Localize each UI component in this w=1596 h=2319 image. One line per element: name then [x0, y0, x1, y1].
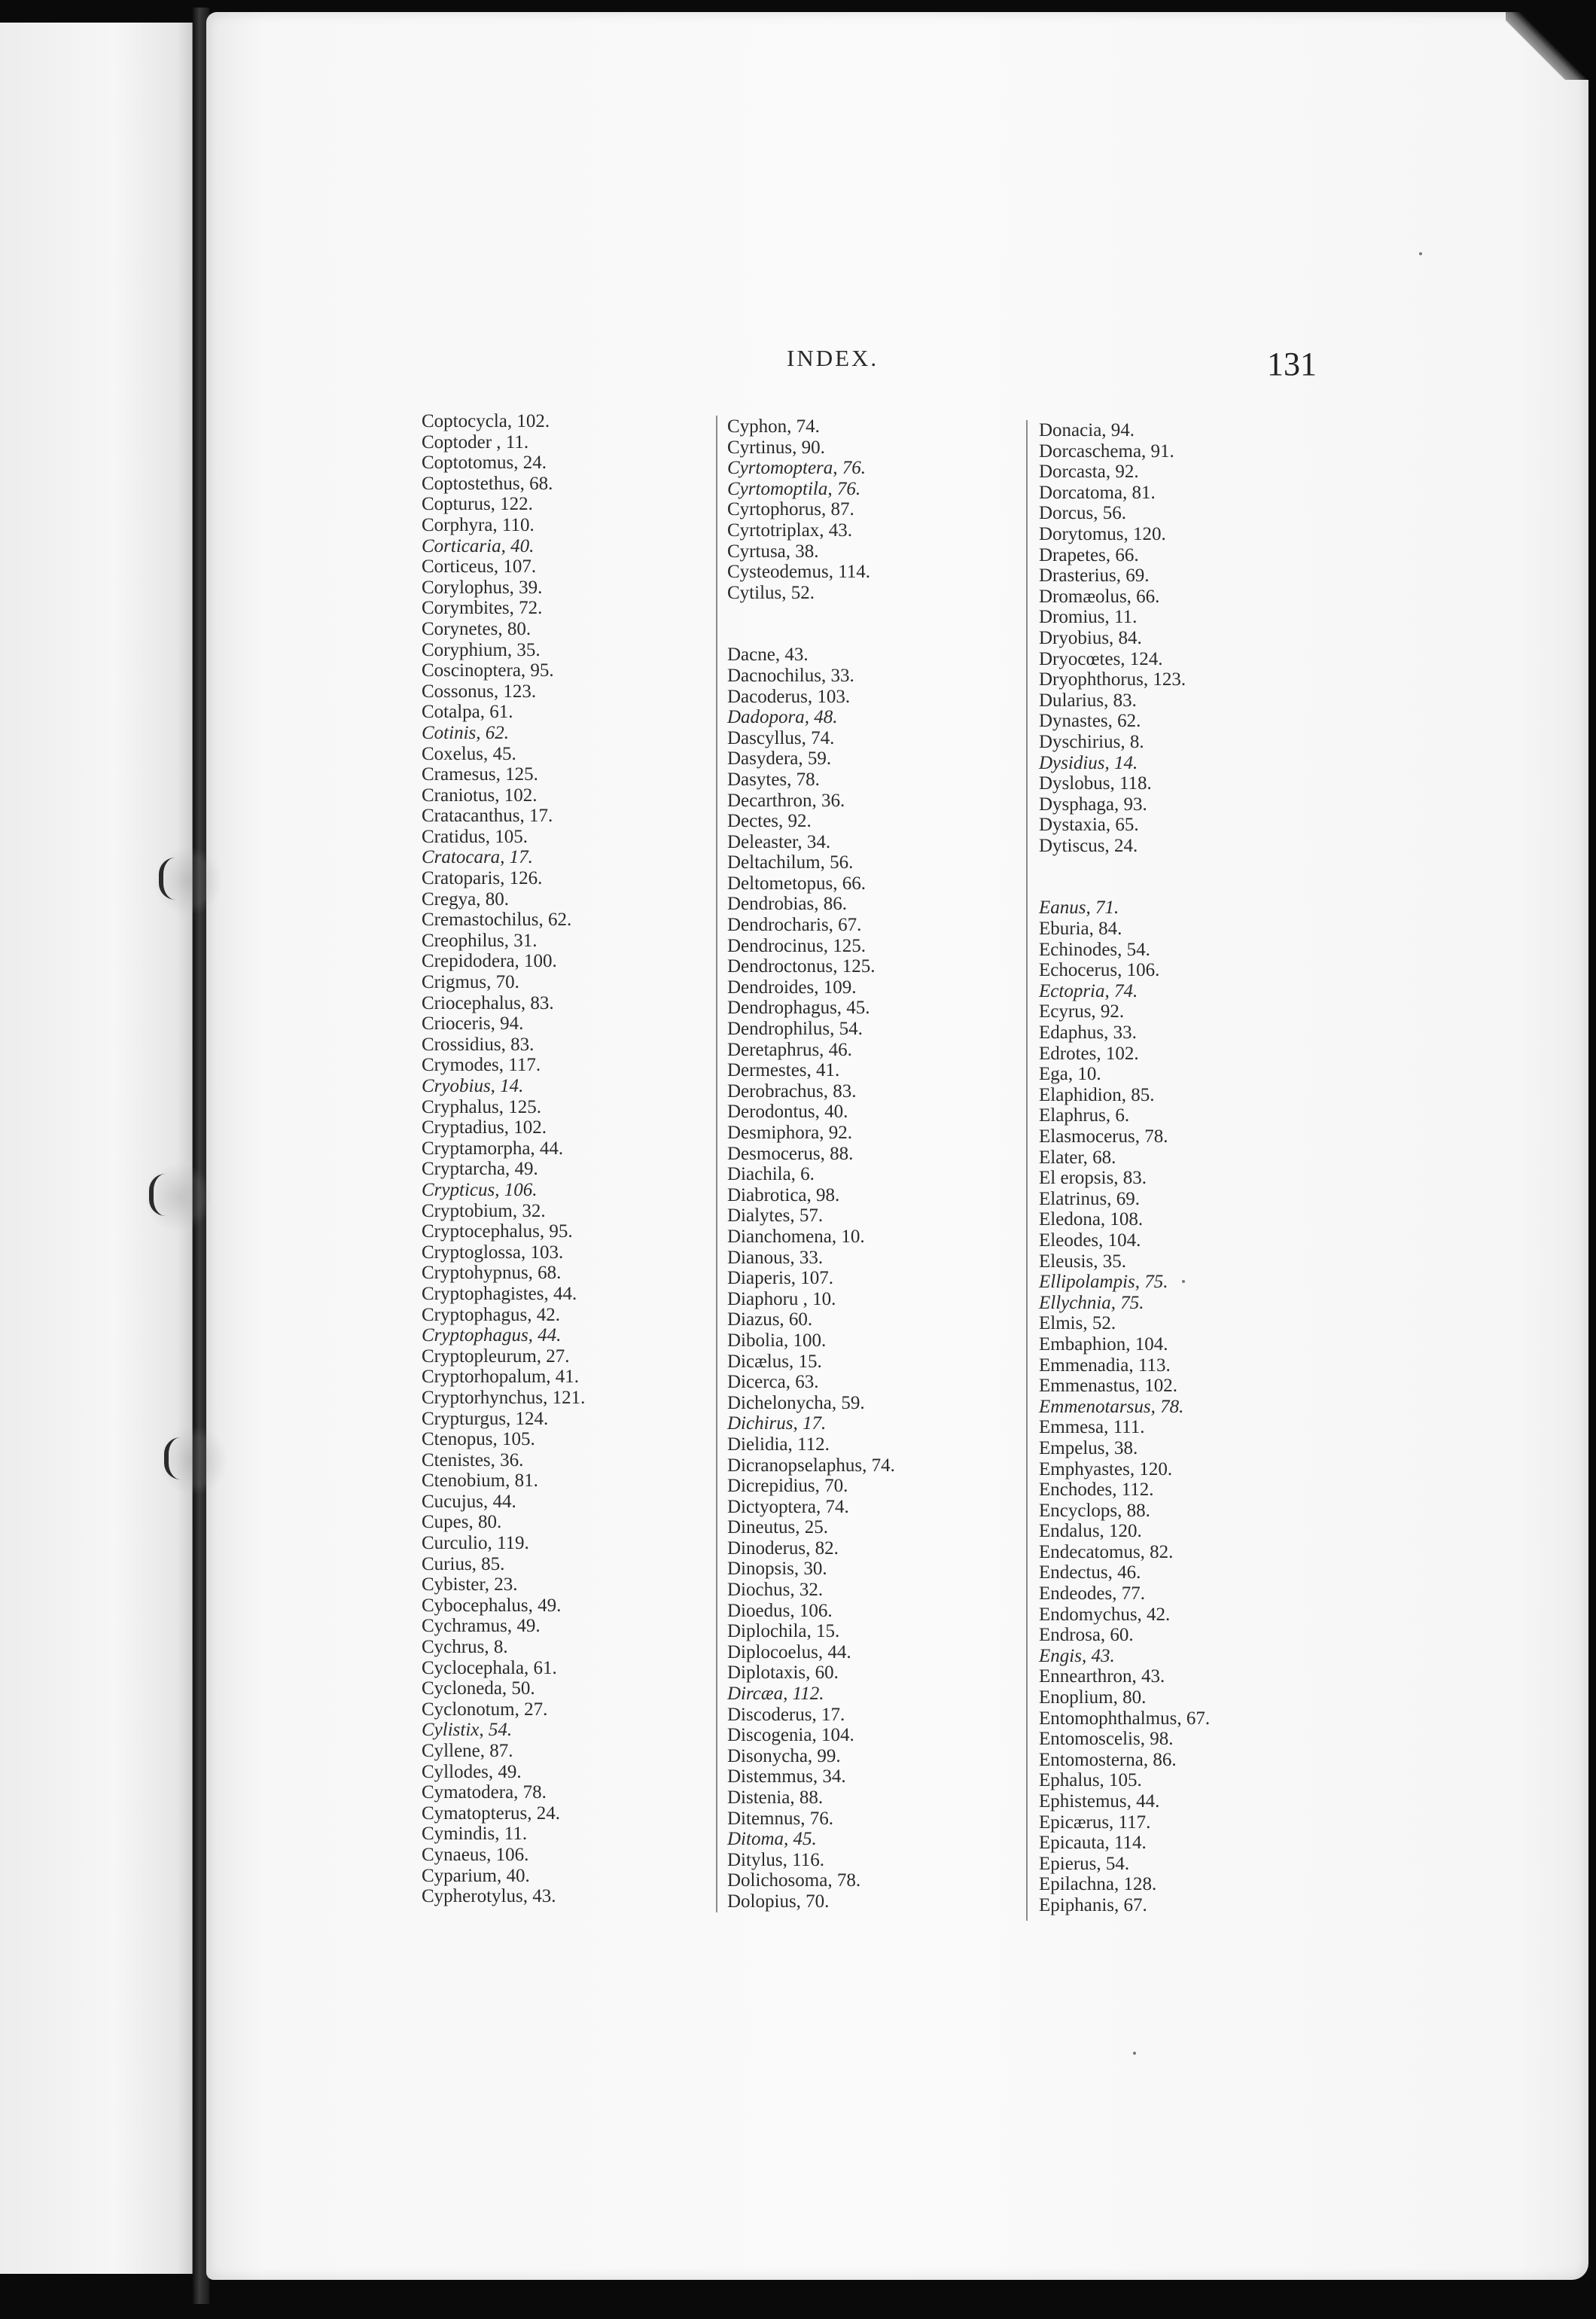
- index-entry: Diochus, 32.: [727, 1580, 824, 1601]
- index-entry: Dioedus, 106.: [727, 1600, 833, 1621]
- index-entry: Dialytes, 57.: [727, 1205, 824, 1227]
- column-rule: [1026, 420, 1028, 1921]
- index-entry: Emmenadia, 113.: [1039, 1355, 1171, 1376]
- index-entry: Discoderus, 17.: [727, 1704, 845, 1725]
- index-entry: Drapetes, 66.: [1039, 544, 1139, 565]
- index-entry: Epiphanis, 67.: [1039, 1894, 1147, 1915]
- index-entry: Cychrus, 8.: [422, 1637, 508, 1658]
- index-entry: Cyrtusa, 38.: [727, 541, 819, 562]
- index-entry: Edaphus, 33.: [1039, 1022, 1137, 1044]
- index-entry: Ephistemus, 44.: [1039, 1791, 1160, 1812]
- index-entry: Cupes, 80.: [422, 1512, 502, 1533]
- index-entry: Encyclops, 88.: [1039, 1500, 1150, 1521]
- index-entry: Elater, 68.: [1039, 1147, 1116, 1168]
- index-entry: Dacoderus, 103.: [727, 686, 851, 707]
- index-entry: Dacnochilus, 33.: [727, 665, 854, 686]
- index-entry: Ditemnus, 76.: [727, 1808, 833, 1829]
- index-entry: Empelus, 38.: [1039, 1437, 1138, 1458]
- index-column-1: [422, 411, 585, 1907]
- index-entry: Cratoparis, 126.: [422, 868, 543, 889]
- index-entry: Dorcaschema, 91.: [1039, 440, 1174, 462]
- index-entry: Cryptopleurum, 27.: [422, 1345, 570, 1367]
- index-entry: Cucujus, 44.: [422, 1491, 516, 1512]
- index-entry: Endecatomus, 82.: [1039, 1541, 1174, 1562]
- index-entry: Cybister, 23.: [422, 1574, 518, 1595]
- column-rule: [716, 416, 717, 1912]
- left-page-edge: [0, 23, 193, 2274]
- index-entry: Cryptocephalus, 95.: [422, 1221, 573, 1242]
- index-entry: Echocerus, 106.: [1039, 960, 1160, 981]
- index-entry: Dromius, 11.: [1039, 607, 1138, 628]
- index-entry: Crypturgus, 124.: [422, 1408, 549, 1429]
- index-entry: Cryptarcha, 49.: [422, 1159, 538, 1180]
- index-entry: Cyrtinus, 90.: [727, 437, 825, 458]
- index-entry: Emmenastus, 102.: [1039, 1376, 1178, 1397]
- index-entry: Coryphium, 35.: [422, 639, 541, 660]
- index-entry: Dyschirius, 8.: [1039, 731, 1144, 752]
- index-entry: Enchodes, 112.: [1039, 1479, 1154, 1501]
- index-entry: Cremastochilus, 62.: [422, 910, 572, 931]
- running-head: INDEX.: [787, 345, 879, 371]
- index-entry: Dermestes, 41.: [727, 1060, 840, 1081]
- index-entry: Curculio, 119.: [422, 1533, 529, 1554]
- index-entry: Deltometopus, 66.: [727, 873, 867, 894]
- index-entry: Distemmus, 34.: [727, 1766, 846, 1787]
- torn-corner: [1506, 12, 1588, 80]
- index-entry: Cratacanthus, 17.: [422, 806, 553, 827]
- index-entry: Cytilus, 52.: [727, 582, 815, 603]
- index-entry: Endalus, 120.: [1039, 1521, 1142, 1542]
- index-entry: Crigmus, 70.: [422, 972, 519, 993]
- index-entry: Emmesa, 111.: [1039, 1417, 1145, 1438]
- index-entry: Coptotomus, 24.: [422, 453, 547, 474]
- index-entry: Dacne, 43.: [727, 645, 809, 666]
- section-gap: [727, 603, 895, 645]
- index-entry: Cychramus, 49.: [422, 1616, 541, 1637]
- index-entry: Dectes, 92.: [727, 811, 812, 832]
- index-entry: Endectus, 46.: [1039, 1562, 1141, 1583]
- index-entry: Emmenotarsus, 78.: [1039, 1396, 1184, 1417]
- index-entry: Craniotus, 102.: [422, 785, 538, 806]
- index-entry: Corymbites, 72.: [422, 598, 543, 619]
- index-entry: Dascyllus, 74.: [727, 727, 835, 748]
- index-entry: Epicærus, 117.: [1039, 1812, 1151, 1833]
- index-entry: Embaphion, 104.: [1039, 1333, 1168, 1355]
- index-entry: Dryocœtes, 124.: [1039, 648, 1163, 669]
- index-entry: Cysteodemus, 114.: [727, 562, 871, 583]
- index-entry: Endomychus, 42.: [1039, 1604, 1171, 1625]
- index-entry: Elasmocerus, 78.: [1039, 1126, 1168, 1147]
- index-entry: Cratidus, 105.: [422, 826, 528, 847]
- index-entry: Enoplium, 80.: [1039, 1687, 1147, 1708]
- index-column-3: [1039, 420, 1210, 1916]
- index-entry: Cyrtotriplax, 43.: [727, 520, 852, 541]
- index-entry: Dielidia, 112.: [727, 1434, 830, 1455]
- index-entry: Cossonus, 123.: [422, 681, 537, 702]
- index-entry: Cyrtomoptera, 76.: [727, 458, 867, 479]
- index-entry: Dyslobus, 118.: [1039, 773, 1152, 794]
- index-entry: Dicranopselaphus, 74.: [727, 1455, 895, 1476]
- index-entry: Dendroides, 109.: [727, 977, 857, 998]
- index-entry: Entomosterna, 86.: [1039, 1749, 1177, 1770]
- index-entry: Edrotes, 102.: [1039, 1043, 1139, 1064]
- index-entry: Diazus, 60.: [727, 1309, 813, 1330]
- index-entry: Cryobius, 14.: [422, 1076, 524, 1096]
- index-entry: Corticeus, 107.: [422, 556, 537, 577]
- index-entry: Coscinoptera, 95.: [422, 660, 554, 681]
- index-entry: Diaphoru , 10.: [727, 1288, 836, 1309]
- index-entry: Corylophus, 39.: [422, 577, 543, 598]
- index-entry: Cyparium, 40.: [422, 1865, 530, 1886]
- index-entry: Dendrophilus, 54.: [727, 1019, 863, 1040]
- index-entry: Dibolia, 100.: [727, 1330, 827, 1351]
- index-entry: Cymatodera, 78.: [422, 1782, 547, 1803]
- index-entry: Eleusis, 35.: [1039, 1251, 1126, 1272]
- index-entry: Cylistix, 54.: [422, 1720, 513, 1741]
- index-entry: Ctenobium, 81.: [422, 1470, 538, 1492]
- index-entry: Ega, 10.: [1039, 1064, 1101, 1085]
- index-entry: Dolopius, 70.: [727, 1891, 830, 1912]
- index-page: [206, 12, 1588, 2280]
- index-entry: Dryophthorus, 123.: [1039, 669, 1186, 690]
- index-entry: Echinodes, 54.: [1039, 939, 1150, 960]
- index-entry: Dianous, 33.: [727, 1247, 824, 1268]
- index-entry: Eledona, 108.: [1039, 1209, 1144, 1230]
- index-entry: Dromæolus, 66.: [1039, 586, 1160, 607]
- index-entry: Coxelus, 45.: [422, 743, 516, 764]
- index-entry: Dinoderus, 82.: [727, 1537, 839, 1559]
- index-entry: Dystaxia, 65.: [1039, 815, 1139, 836]
- index-entry: Copturus, 122.: [422, 494, 533, 515]
- index-entry: Dichelonycha, 59.: [727, 1392, 865, 1413]
- index-entry: Cyrtophorus, 87.: [727, 499, 854, 520]
- index-column-2: [727, 416, 895, 1912]
- index-entry: Cotalpa, 61.: [422, 702, 513, 723]
- index-entry: Coptocycla, 102.: [422, 411, 550, 431]
- index-entry: Cyphon, 74.: [727, 416, 820, 437]
- index-entry: Elatrinus, 69.: [1039, 1188, 1141, 1209]
- index-entry: Dircæa, 112.: [727, 1684, 824, 1705]
- index-entry: Cryptorhopalum, 41.: [422, 1367, 580, 1388]
- index-entry: Dicælus, 15.: [727, 1351, 822, 1372]
- index-entry: Dorcatoma, 81.: [1039, 482, 1156, 503]
- index-entry: Cryptohypnus, 68.: [422, 1263, 562, 1284]
- index-entry: Crossidius, 83.: [422, 1034, 535, 1055]
- index-entry: Elaphrus, 6.: [1039, 1105, 1130, 1126]
- index-entry: Dasydera, 59.: [727, 748, 832, 769]
- index-entry: Diabrotica, 98.: [727, 1184, 840, 1205]
- index-entry: Drasterius, 69.: [1039, 565, 1150, 587]
- index-entry: Dendrobias, 86.: [727, 894, 847, 915]
- index-entry: Cyllodes, 49.: [422, 1761, 522, 1782]
- index-entry: Ephalus, 105.: [1039, 1770, 1142, 1791]
- index-entry: Entomophthalmus, 67.: [1039, 1708, 1211, 1729]
- index-entry: Cyllene, 87.: [422, 1741, 513, 1761]
- index-entry: Dicrepidius, 70.: [727, 1476, 848, 1497]
- index-entry: Derobrachus, 83.: [727, 1080, 857, 1102]
- index-entry: Engis, 43.: [1039, 1645, 1115, 1666]
- index-entry: Diachila, 6.: [727, 1164, 815, 1185]
- index-entry: Deretaphrus, 46.: [727, 1039, 852, 1060]
- index-entry: Diplocoelus, 44.: [727, 1641, 851, 1662]
- index-entry: Dysidius, 14.: [1039, 752, 1138, 773]
- index-entry: Deltachilum, 56.: [727, 852, 854, 873]
- index-entry: Cyrtomoptila, 76.: [727, 478, 861, 499]
- index-entry: Ectopria, 74.: [1039, 980, 1138, 1001]
- index-entry: Ditylus, 116.: [727, 1849, 824, 1870]
- index-entry: Decarthron, 36.: [727, 790, 845, 811]
- index-entry: Cryptophagistes, 44.: [422, 1283, 577, 1304]
- index-entry: Deleaster, 34.: [727, 831, 831, 852]
- index-entry: Desmiphora, 92.: [727, 1123, 852, 1143]
- index-entry: Epilachna, 128.: [1039, 1874, 1157, 1895]
- index-entry: Eburia, 84.: [1039, 919, 1122, 940]
- index-entry: Dendrocharis, 67.: [727, 915, 862, 936]
- index-entry: Cryptadius, 102.: [422, 1117, 547, 1138]
- index-entry: Dorytomus, 120.: [1039, 523, 1166, 544]
- index-entry: Dorcus, 56.: [1039, 503, 1126, 524]
- index-entry: Corticaria, 40.: [422, 535, 535, 556]
- index-entry: Eanus, 71.: [1039, 897, 1119, 919]
- index-entry: Endrosa, 60.: [1039, 1625, 1134, 1646]
- index-entry: Cynaeus, 106.: [422, 1844, 529, 1865]
- index-entry: Ctenistes, 36.: [422, 1449, 524, 1470]
- index-entry: Dadopora, 48.: [727, 707, 838, 728]
- index-entry: Desmocerus, 88.: [727, 1143, 854, 1164]
- index-entry: Cryptophagus, 42.: [422, 1304, 561, 1325]
- index-entry: Dolichosoma, 78.: [727, 1870, 861, 1891]
- index-entry: Cryphalus, 125.: [422, 1096, 542, 1117]
- index-entry: Ecyrus, 92.: [1039, 1001, 1125, 1022]
- index-entry: Dysphaga, 93.: [1039, 794, 1147, 815]
- index-entry: Cryptobium, 32.: [422, 1200, 546, 1221]
- index-entry: Cryptophagus, 44.: [422, 1325, 562, 1346]
- index-entry: Dichirus, 17.: [727, 1413, 827, 1434]
- index-entry: Cratocara, 17.: [422, 847, 533, 868]
- index-entry: Dryobius, 84.: [1039, 627, 1142, 648]
- index-entry: Cypherotylus, 43.: [422, 1886, 556, 1907]
- index-entry: Cotinis, 62.: [422, 722, 509, 743]
- index-entry: Dularius, 83.: [1039, 690, 1137, 711]
- index-entry: Distenia, 88.: [727, 1787, 824, 1808]
- index-entry: Ditoma, 45.: [727, 1829, 817, 1850]
- index-entry: Crioceris, 94.: [422, 1013, 524, 1035]
- index-entry: Dinopsis, 30.: [727, 1559, 827, 1580]
- index-entry: Dictyoptera, 74.: [727, 1496, 849, 1517]
- paper-speck: [1133, 2052, 1136, 2055]
- index-entry: Cryptoglossa, 103.: [422, 1242, 564, 1263]
- paper-speck: [1419, 252, 1422, 255]
- page-number: 131: [1267, 346, 1317, 382]
- index-entry: Diplotaxis, 60.: [727, 1662, 839, 1684]
- index-entry: Dendroctonus, 125.: [727, 956, 876, 977]
- index-entry: El eropsis, 83.: [1039, 1168, 1147, 1189]
- index-entry: Creophilus, 31.: [422, 930, 538, 951]
- index-entry: Dendrocinus, 125.: [727, 935, 866, 956]
- binding-hole: [145, 1163, 212, 1231]
- index-entry: Corynetes, 80.: [422, 618, 531, 639]
- index-entry: Elmis, 52.: [1039, 1313, 1116, 1334]
- index-entry: Cyclonotum, 27.: [422, 1699, 548, 1720]
- index-entry: Dendrophagus, 45.: [727, 998, 870, 1019]
- index-entry: Donacia, 94.: [1039, 420, 1135, 440]
- index-entry: Crymodes, 117.: [422, 1055, 541, 1076]
- index-entry: Ellychnia, 75.: [1039, 1292, 1144, 1313]
- binding-hole: [154, 847, 222, 915]
- index-entry: Crypticus, 106.: [422, 1179, 538, 1200]
- section-gap: [1039, 856, 1210, 897]
- index-entry: Cregya, 80.: [422, 888, 509, 910]
- index-entry: Eleodes, 104.: [1039, 1230, 1141, 1251]
- index-entry: Discogenia, 104.: [727, 1725, 854, 1746]
- index-entry: Curius, 85.: [422, 1553, 505, 1574]
- index-entry: Criocephalus, 83.: [422, 992, 554, 1013]
- index-entry: Corphyra, 110.: [422, 514, 535, 535]
- index-entry: Cramesus, 125.: [422, 764, 538, 785]
- index-entry: Cybocephalus, 49.: [422, 1595, 562, 1616]
- index-entry: Cryptorhynchus, 121.: [422, 1387, 586, 1408]
- index-entry: Disonycha, 99.: [727, 1745, 841, 1766]
- index-entry: Coptostethus, 68.: [422, 473, 553, 494]
- index-entry: Cymindis, 11.: [422, 1824, 528, 1845]
- index-entry: Cryptamorpha, 44.: [422, 1138, 564, 1159]
- index-entry: Emphyastes, 120.: [1039, 1458, 1173, 1479]
- index-entry: Crepidodera, 100.: [422, 951, 557, 972]
- index-entry: Diaperis, 107.: [727, 1268, 833, 1289]
- index-entry: Dytiscus, 24.: [1039, 835, 1138, 856]
- index-entry: Epierus, 54.: [1039, 1853, 1130, 1874]
- index-entry: Coptoder , 11.: [422, 431, 529, 453]
- index-entry: Dineutus, 25.: [727, 1517, 829, 1538]
- index-entry: Ellipolampis, 75.: [1039, 1272, 1168, 1293]
- index-entry: Ennearthron, 43.: [1039, 1666, 1165, 1687]
- index-entry: Cyclocephala, 61.: [422, 1657, 557, 1678]
- index-entry: Dynastes, 62.: [1039, 711, 1141, 732]
- index-entry: Elaphidion, 85.: [1039, 1084, 1155, 1105]
- binding-hole: [160, 1427, 227, 1495]
- index-entry: Entomoscelis, 98.: [1039, 1729, 1174, 1750]
- index-entry: Cymatopterus, 24.: [422, 1802, 561, 1824]
- index-entry: Dorcasta, 92.: [1039, 462, 1139, 483]
- index-entry: Diplochila, 15.: [727, 1621, 840, 1642]
- index-entry: Ctenopus, 105.: [422, 1429, 535, 1450]
- index-entry: Endeodes, 77.: [1039, 1583, 1145, 1604]
- index-entry: Cycloneda, 50.: [422, 1678, 535, 1699]
- index-entry: Dicerca, 63.: [727, 1372, 819, 1393]
- index-entry: Derodontus, 40.: [727, 1102, 848, 1123]
- index-entry: Epicauta, 114.: [1039, 1833, 1147, 1854]
- index-entry: Dasytes, 78.: [727, 769, 820, 790]
- index-entry: Dianchomena, 10.: [727, 1226, 865, 1247]
